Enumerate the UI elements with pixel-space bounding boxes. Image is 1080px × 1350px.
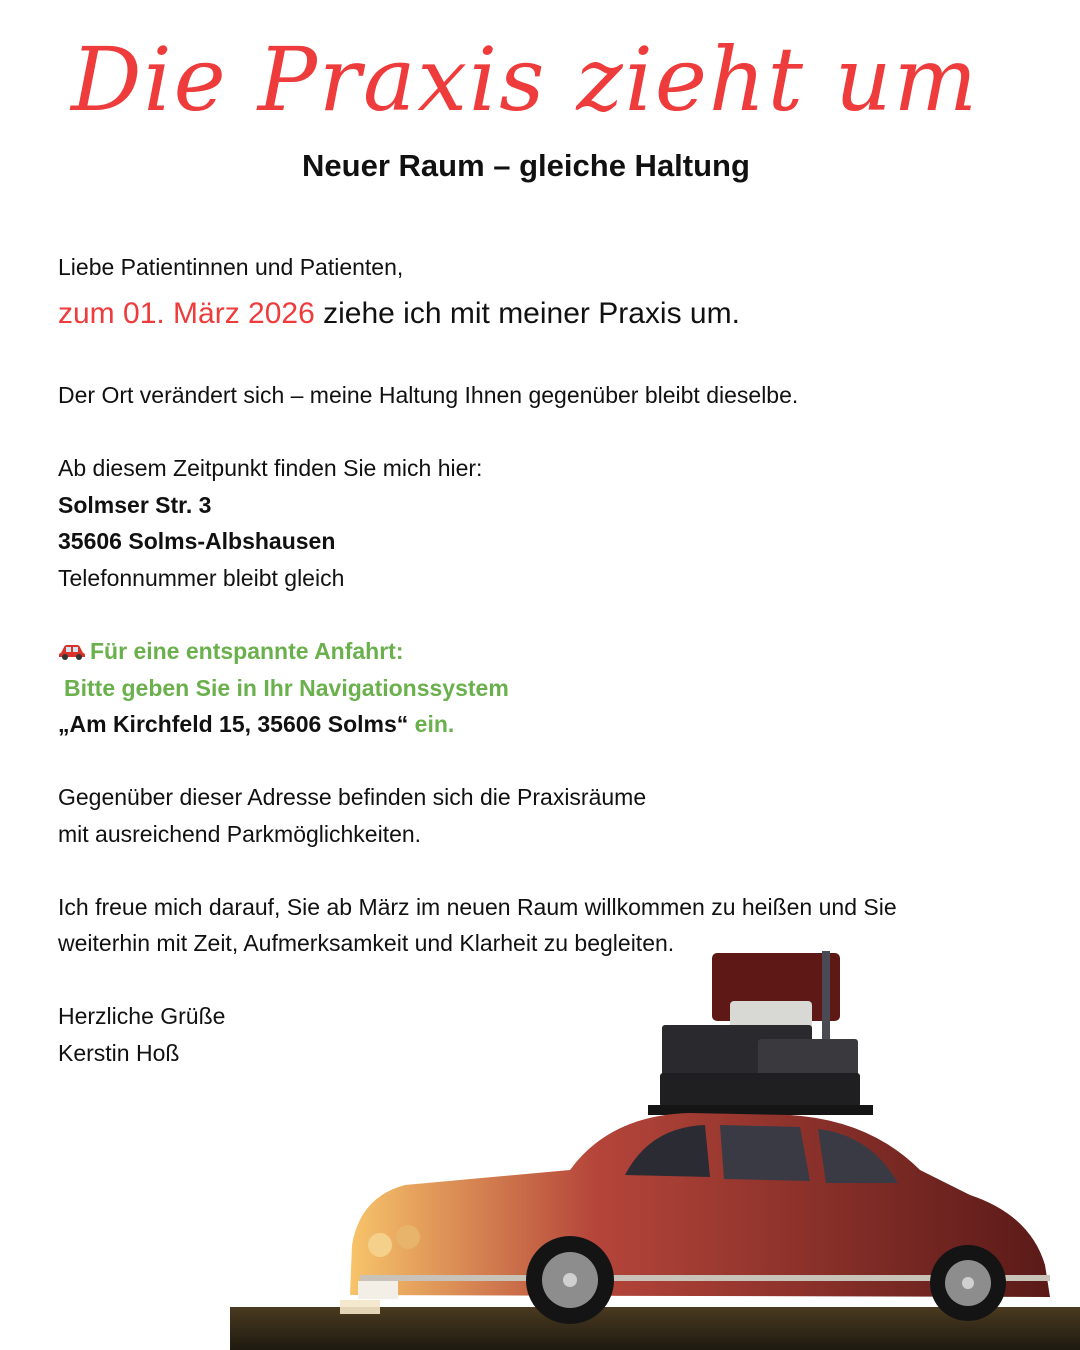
move-text: ziehe ich mit meiner Praxis um. xyxy=(314,297,740,330)
move-date: zum 01. März 2026 xyxy=(58,297,315,330)
signature: Kerstin Hoß xyxy=(58,1040,180,1066)
address-intro: Ab diesem Zeitpunkt finden Sie mich hier: xyxy=(58,455,483,481)
move-announcement xyxy=(58,297,740,331)
directions-heading: Für eine entspannte Anfahrt: xyxy=(90,638,404,664)
page-subtitle: Neuer Raum – gleiche Haltung xyxy=(302,148,750,183)
nav-suffix: ein. xyxy=(408,711,455,737)
statement: Der Ort verändert sich – meine Haltung Ihnen gegenüber bleibt dieselbe. xyxy=(58,382,799,408)
closing-line-2: weiterhin mit Zeit, Aufmerksamkeit und Klarheit zu begleiten. xyxy=(58,930,675,956)
greeting: Liebe Patientinnen und Patienten, xyxy=(58,254,404,280)
address-city: 35606 Solms-Albshausen xyxy=(58,528,336,554)
parking-line-2: mit ausreichend Parkmöglichkeiten. xyxy=(58,821,422,847)
nav-address: „Am Kirchfeld 15, 35606 Solms“ xyxy=(58,711,409,737)
address-street: Solmser Str. 3 xyxy=(58,492,212,518)
nav-address-line xyxy=(58,711,454,738)
vintage-car-with-luggage-image xyxy=(230,945,1080,1350)
directions-heading-line xyxy=(58,638,404,666)
phone-note: Telefonnummer bleibt gleich xyxy=(58,565,345,591)
car-icon xyxy=(58,639,86,666)
page-title: Die Praxis zieht um xyxy=(70,28,980,131)
directions-instruction: Bitte geben Sie in Ihr Navigationssystem xyxy=(64,675,509,701)
regards: Herzliche Grüße xyxy=(58,1003,226,1029)
closing-line-1: Ich freue mich darauf, Sie ab März im neuen Raum willkommen zu heißen und Sie xyxy=(58,894,897,920)
parking-line-1: Gegenüber dieser Adresse befinden sich die Praxisräume xyxy=(58,784,647,810)
